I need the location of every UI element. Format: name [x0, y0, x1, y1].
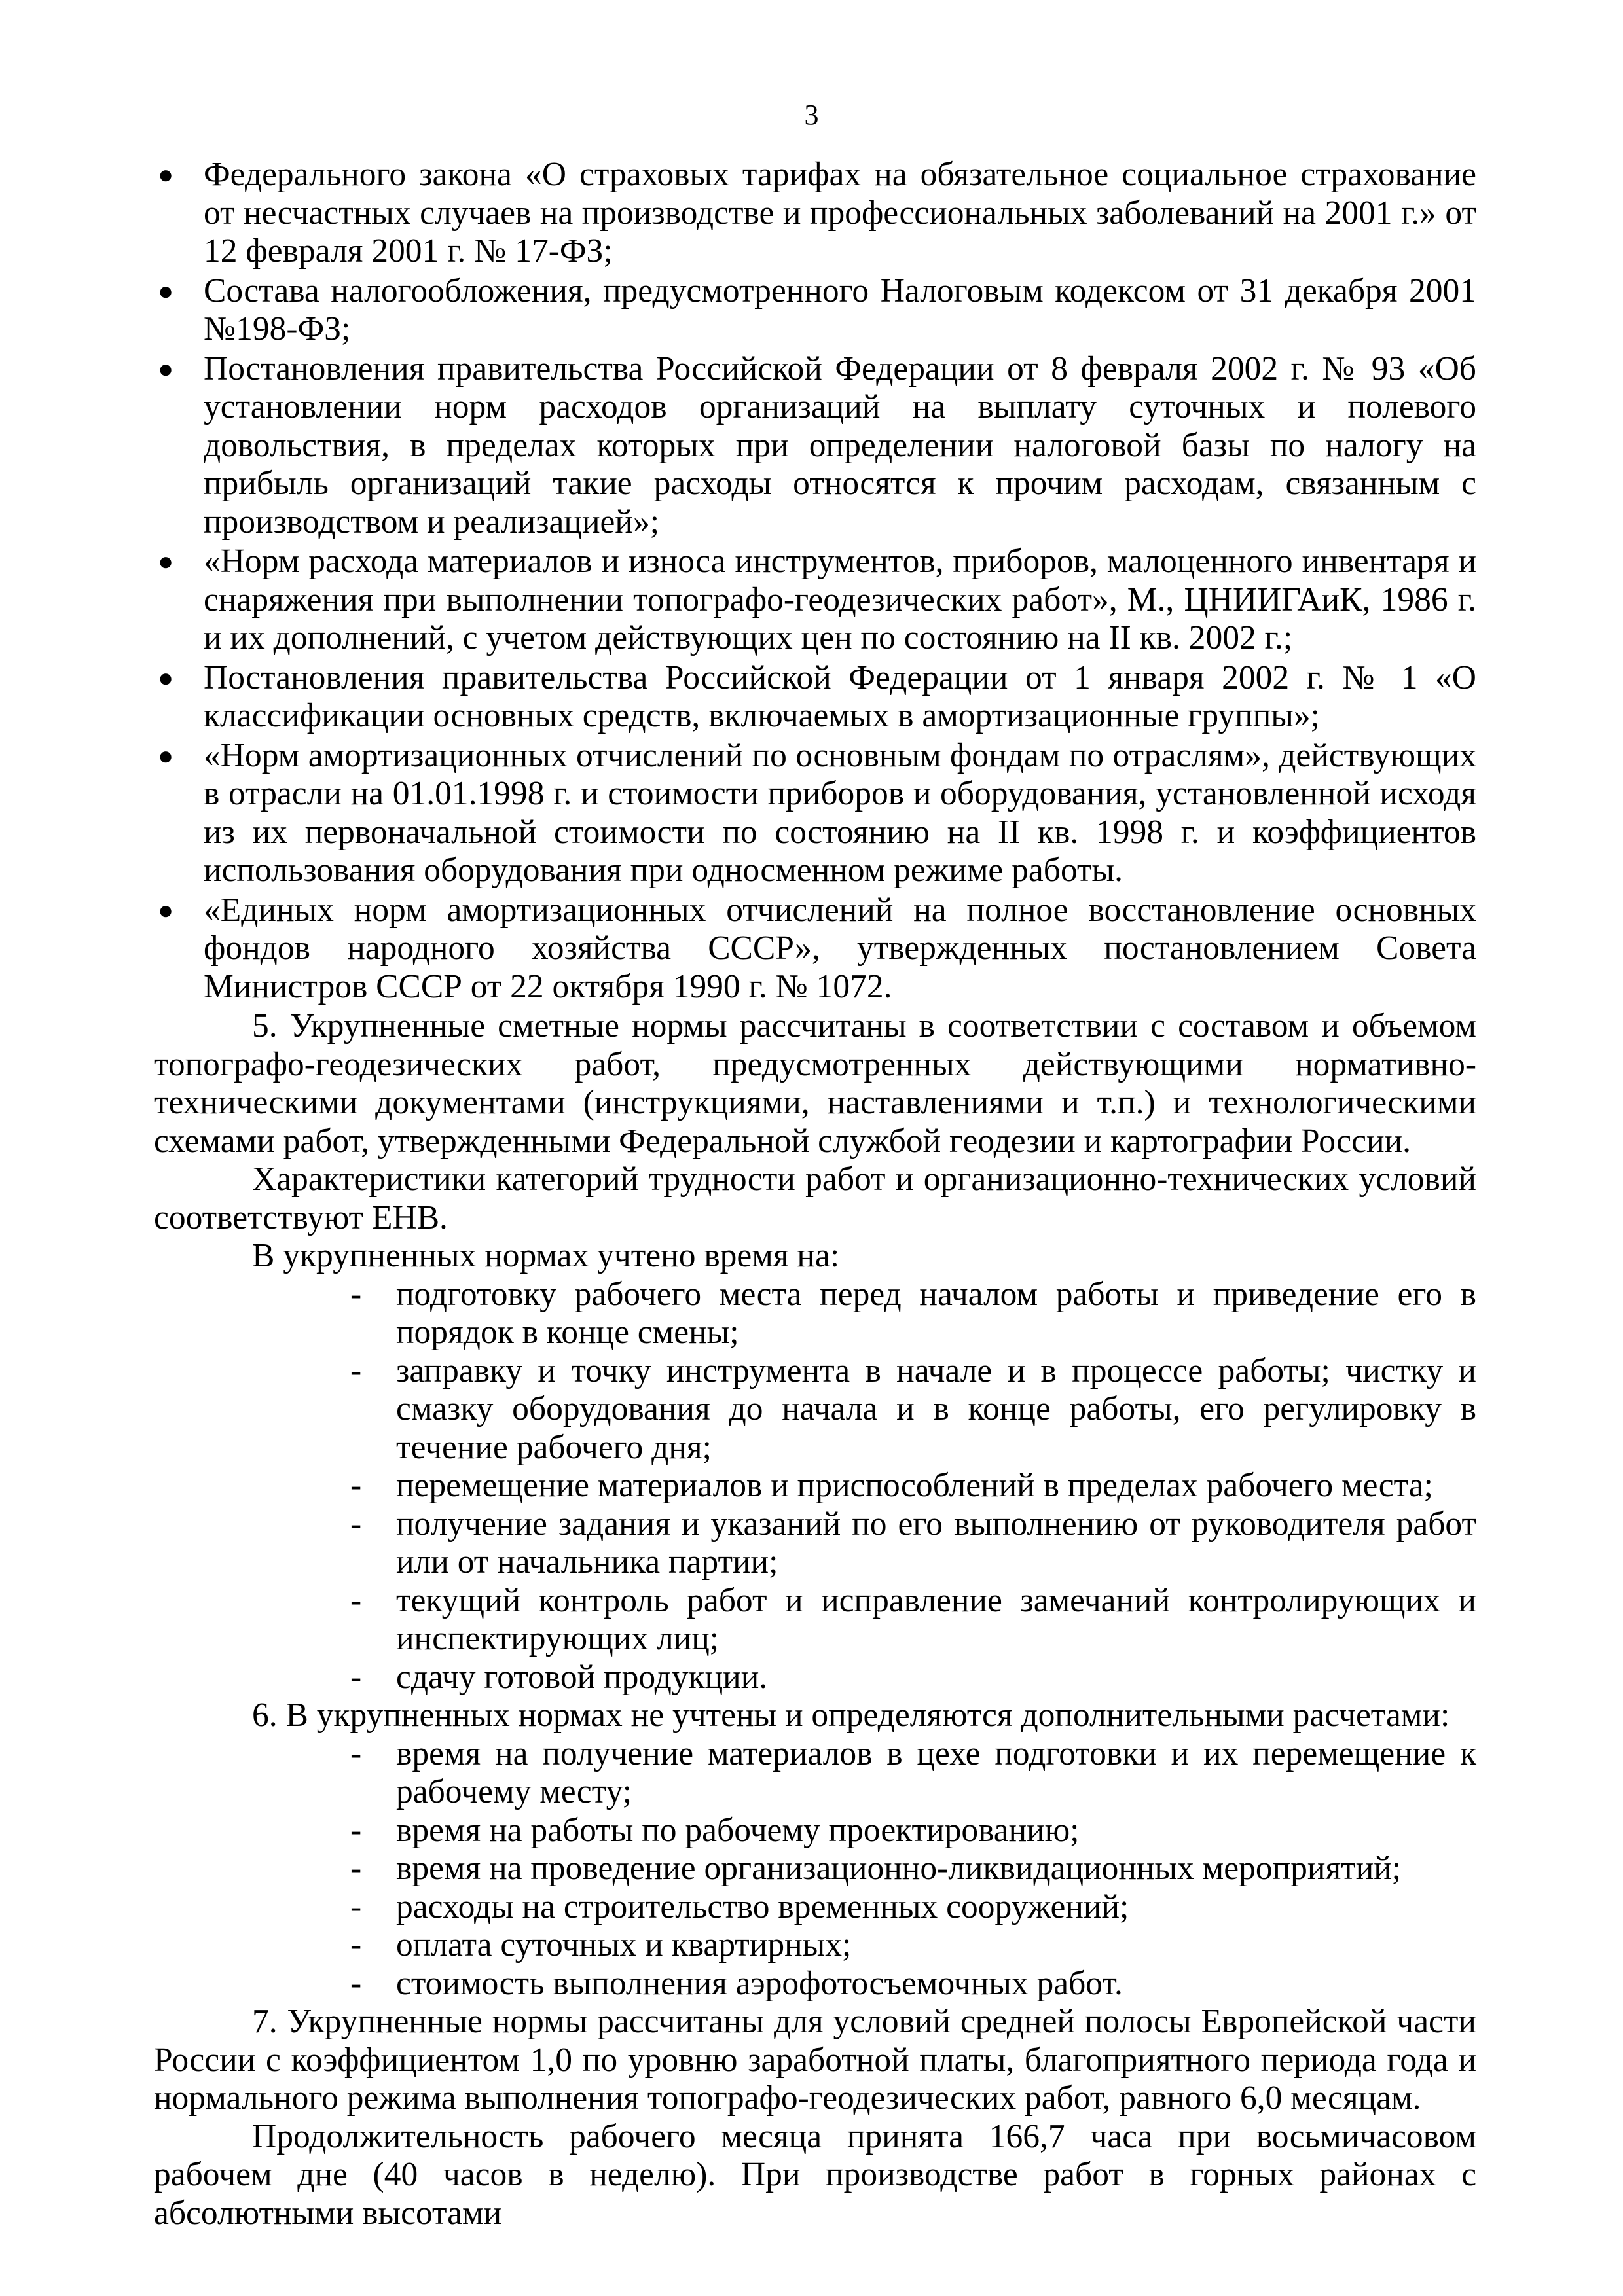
work-month-paragraph: Продолжительность рабочего месяца принята 166,7 часа при восьмичасовом рабочем дне (40 часов в неделю). При производстве работ в горных районах с абсолютными высотами — [154, 2117, 1476, 2232]
list-item: - время на работы по рабочему проектированию; — [350, 1811, 1080, 1849]
legal-basis-list — [154, 156, 1476, 1006]
document-body — [154, 156, 1476, 2233]
bullet-icon: ● — [158, 547, 174, 576]
included-time-intro: В укрупненных нормах учтено время на: — [252, 1237, 840, 1274]
list-item: ● Состава налогообложения, предусмотренного Налоговым кодексом от 31 декабря 2001 №198-ФЗ; — [158, 272, 1476, 348]
dash-icon: - — [350, 1467, 362, 1504]
dash-icon: - — [350, 1888, 362, 1926]
page-number: 3 — [804, 99, 819, 131]
list-item: ● Федерального закона «О страховых тарифах на обязательное социальное страхование от несчастных случаев на производстве и профессиональных заболеваний на 2001 г.» от 12 февраля 2001 г. № 17-ФЗ; — [158, 156, 1476, 270]
dash-icon: - — [350, 1581, 362, 1619]
dash-icon: - — [350, 1275, 362, 1313]
list-item: - получение задания и указаний по его выполнению от руководителя работ или от начальника партии; — [350, 1505, 1476, 1581]
list-item: - сдачу готовой продукции. — [350, 1658, 768, 1696]
dash-icon: - — [350, 1811, 362, 1849]
list-item: - стоимость выполнения аэрофотосъемочных работ. — [350, 1964, 1123, 2002]
section-7-paragraph: 7. Укрупненные нормы рассчитаны для условий средней полосы Европейской части России с коэффициентом 1,0 по уровню заработной платы, благоприятного периода года и нормального режима выполнения топографо-геодезических работ, равного 6,0 месяцам. — [154, 2003, 1476, 2117]
dash-icon: - — [350, 1926, 362, 1964]
list-item: - оплата суточных и квартирных; — [350, 1926, 852, 1964]
list-item: - текущий контроль работ и исправление замечаний контролирующих и инспектирующих лиц; — [350, 1581, 1476, 1657]
bullet-icon: ● — [158, 895, 174, 925]
dash-icon: - — [350, 1850, 362, 1887]
bullet-icon: ● — [158, 740, 174, 770]
list-item: - расходы на строительство временных сооружений; — [350, 1888, 1129, 1926]
bullet-icon: ● — [158, 353, 174, 384]
list-item: - время на получение материалов в цехе подготовки и их перемещение к рабочему месту; — [350, 1734, 1476, 1810]
list-item: - подготовку рабочего места перед началом работы и приведение его в порядок в конце смены; — [350, 1275, 1476, 1351]
dash-icon: - — [350, 1505, 362, 1543]
difficulty-paragraph: Характеристики категорий трудности работ и организационно-технических условий соответствуют ЕНВ. — [154, 1160, 1476, 1236]
dash-icon: - — [350, 1734, 362, 1772]
list-item: ● «Норм расхода материалов и износа инструментов, приборов, малоценного инвентаря и снаряжения при выполнении топографо-геодезических работ», М., ЦНИИГАиК, 1986 г. и их дополнений, с учетом действующих цен по состоянию на II кв. 2002 г.; — [158, 543, 1476, 656]
list-item: ● Постановления правительства Российской Федерации от 1 января 2002 г. № 1 «О классификации основных средств, включаемых в амортизационные группы»; — [158, 658, 1476, 734]
included-time-list — [154, 1276, 1476, 1697]
list-item: ● «Единых норм амортизационных отчислений на полное восстановление основных фондов народного хозяйства СССР», утвержденных постановлением Совета Министров СССР от 22 октября 1990 г. № 1072. — [158, 891, 1476, 1005]
list-item: - время на проведение организационно-ликвидационных мероприятий; — [350, 1850, 1402, 1887]
dash-icon: - — [350, 1964, 362, 2002]
dash-icon: - — [350, 1658, 362, 1696]
dash-icon: - — [350, 1352, 362, 1390]
bullet-icon: ● — [158, 160, 174, 189]
bullet-icon: ● — [158, 276, 174, 306]
list-item: ● «Норм амортизационных отчислений по основным фондам по отраслям», действующих в отрасли на 01.01.1998 г. и стоимости приборов и оборудования, установленной исходя из их первоначальной стоимости по состоянию на II кв. 1998 г. и коэффициентов использования оборудования при односменном режиме работы. — [158, 736, 1476, 889]
bullet-icon: ● — [158, 662, 174, 692]
list-item: - заправку и точку инструмента в начале и в процессе работы; чистку и смазку оборудования до начала и в конце работы, его регулировку в течение рабочего дня; — [350, 1352, 1476, 1466]
section-6-paragraph: 6. В укрупненных нормах не учтены и определяются дополнительными расчетами: — [252, 1696, 1450, 1734]
list-item: ● Постановления правительства Российской Федерации от 8 февраля 2002 г. № 93 «Об установлении норм расходов организаций на выплату суточных и полевого довольствия, в пределах которых при определении налоговой базы по налогу на прибыль организаций такие расходы относятся к прочим расходам, связанным с производством и реализацией»; — [158, 350, 1476, 541]
section-5-paragraph: 5. Укрупненные сметные нормы рассчитаны в соответствии с составом и объемом топографо-геодезических работ, предусмотренных действующими нормативно-техническими документами (инструкциями, наставлениями и т.п.) и технологическими схемами работ, утвержденными Федеральной службой геодезии и картографии России. — [154, 1007, 1476, 1160]
excluded-costs-list — [154, 1735, 1476, 2003]
list-item: - перемещение материалов и приспособлений в пределах рабочего места; — [350, 1467, 1433, 1504]
